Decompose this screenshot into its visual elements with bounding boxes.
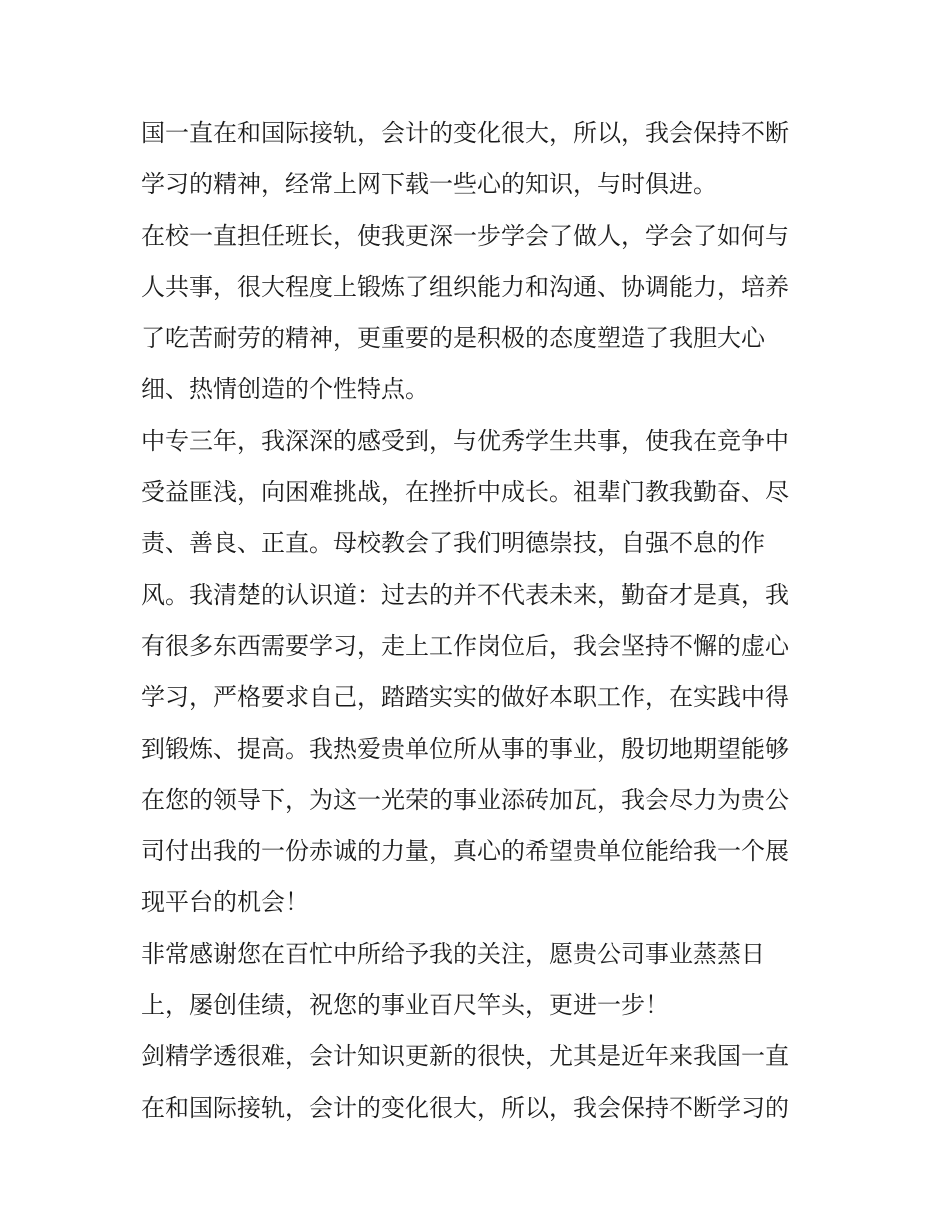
text-line-11: 有很多东西需要学习，走上工作岗位后，我会坚持不懈的虚心 bbox=[141, 631, 789, 660]
text-line-10: 风。我清楚的认识道：过去的并不代表未来，勤奋才是真，我 bbox=[141, 580, 789, 609]
text-line-6: 细、热情创造的个性特点。 bbox=[141, 375, 429, 404]
text-line-1: 国一直在和国际接轨，会计的变化很大，所以，我会保持不断 bbox=[141, 119, 789, 147]
text-line-18: 上，屡创佳绩，祝您的事业百尺竿头，更进一步！ bbox=[141, 991, 669, 1020]
text-line-2: 学习的精神，经常上网下载一些心的知识，与时俱进。 bbox=[141, 170, 717, 199]
text-line-5: 了吃苦耐劳的精神，更重要的是积极的态度塑造了我胆大心 bbox=[141, 324, 765, 353]
text-line-17: 非常感谢您在百忙中所给予我的关注，愿贵公司事业蒸蒸日 bbox=[141, 939, 765, 968]
text-line-9: 责、善良、正直。母校教会了我们明德崇技，自强不息的作 bbox=[141, 529, 765, 558]
text-line-3: 在校一直担任班长，使我更深一步学会了做人，学会了如何与 bbox=[141, 221, 789, 250]
text-line-4: 人共事，很大程度上锻炼了组织能力和沟通、协调能力，培养 bbox=[141, 272, 789, 301]
text-line-16: 现平台的机会！ bbox=[141, 888, 309, 917]
body-text bbox=[141, 108, 821, 1134]
text-line-13: 到锻炼、提高。我热爱贵单位所从事的事业，殷切地期望能够 bbox=[141, 734, 789, 763]
text-line-12: 学习，严格要求自己，踏踏实实的做好本职工作，在实践中得 bbox=[141, 683, 789, 712]
text-line-7: 中专三年，我深深的感受到，与优秀学生共事，使我在竞争中 bbox=[141, 426, 789, 455]
text-line-8: 受益匪浅，向困难挑战，在挫折中成长。祖辈门教我勤奋、尽 bbox=[141, 478, 789, 507]
text-line-14: 在您的领导下，为这一光荣的事业添砖加瓦，我会尽力为贵公 bbox=[141, 785, 789, 814]
text-line-15: 司付出我的一份赤诚的力量，真心的希望贵单位能给我一个展 bbox=[141, 837, 789, 866]
text-line-19: 剑精学透很难，会计知识更新的很快，尤其是近年来我国一直 bbox=[141, 1042, 789, 1071]
text-line-20: 在和国际接轨，会计的变化很大，所以，我会保持不断学习的 bbox=[141, 1093, 789, 1122]
